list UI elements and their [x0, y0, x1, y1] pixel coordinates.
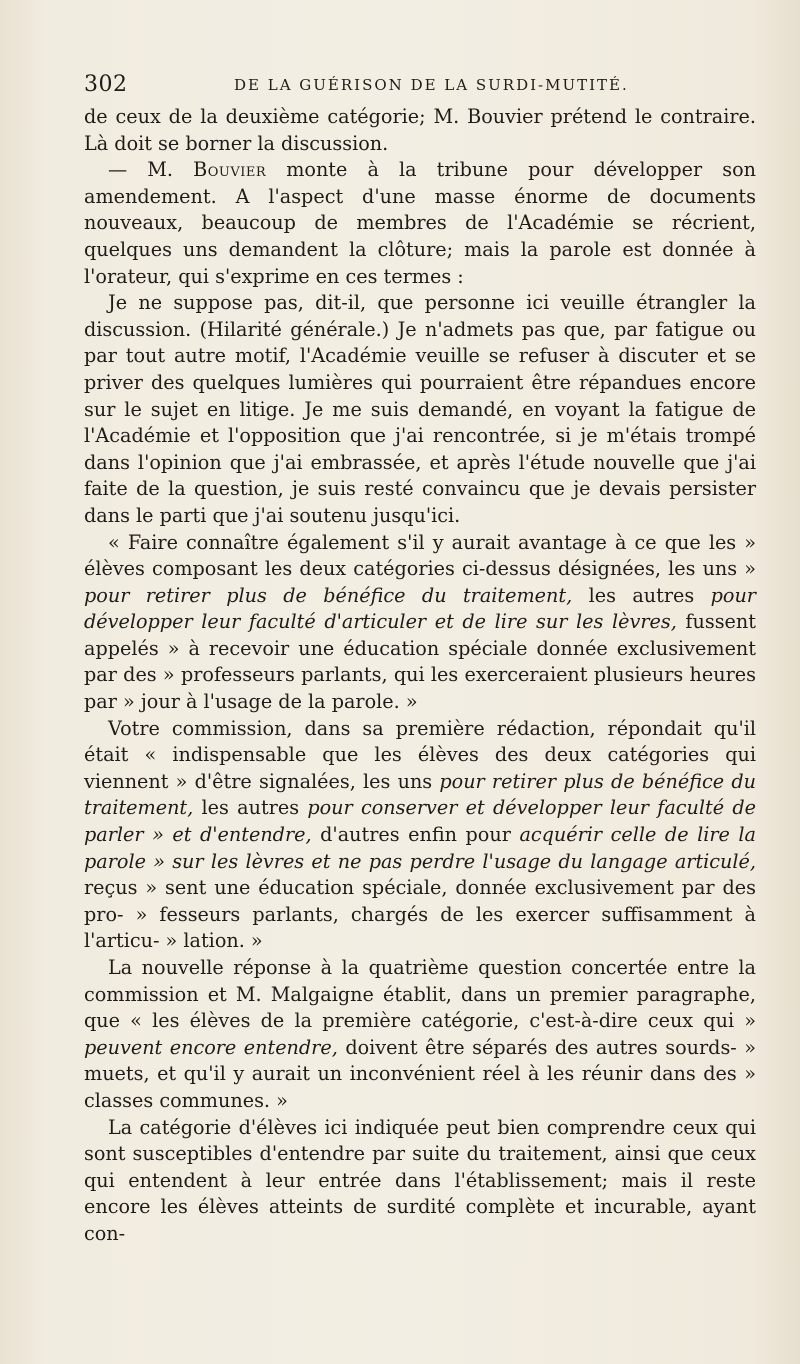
book-page [84, 62, 756, 1352]
running-head: DE LA GUÉRISON DE LA SURDI-MUTITÉ. [234, 76, 629, 94]
text-run: Je ne suppose pas, dit-il, que personne ici veuille étrangler la discussion. (Hilarité générale.) Je n'admets pas que, par fatigue ou par tout autre motif, l'Académie veuille se refuser à discuter et se priver des quelques lumières qui pourraient être répandues encore sur le sujet en litige. Je me suis demandé, en voyant la fatigue de l'Académie et l'opposition que j'ai rencontrée, si je m'étais trompé dans l'opinion que j'ai embrassée, et après l'étude nouvelle que j'ai faite de la question, je suis resté convaincu que je devais persister dans le parti que j'ai soutenu jusqu'ici. [84, 291, 756, 527]
text-run: doivent être séparés des autres sourds- » muets, et qu'il y aurait un inconvénient réel à les réunir dans des » classes communes. » [84, 1035, 757, 1112]
italic-text: pour retirer plus de bénéfice du traitement, [84, 769, 756, 820]
text-run: La nouvelle réponse à la quatrième question concertée entre la commission et M. Malgaigne établit, dans un premier paragraphe, que « les élèves de la première catégorie, c'est-à-dire ceux qui » [84, 956, 756, 1033]
text-run: La catégorie d'élèves ici indiquée peut bien comprendre ceux qui sont susceptibles d'entendre par suite du traitement, ainsi que ceux qui entendent à leur entrée dans l'établissement; mais il reste encore les élèves atteints de surdité complète et incurable, ayant con- [84, 1115, 756, 1245]
text-run: « Faire connaître également s'il y aurait avantage à ce que les » élèves composant les deux catégories ci-dessus désignées, les uns » [84, 530, 756, 581]
paragraph-p2 [84, 157, 756, 290]
text-run: — M. [108, 158, 194, 182]
italic-text: pour développer leur faculté d'articuler et de lire sur les lèvres, [84, 583, 756, 634]
paragraph-p6 [84, 955, 756, 1115]
text-run: monte à la tribune pour développer son amendement. A l'aspect d'une masse énorme de documents nouveaux, beaucoup de membres de l'Académie se récrient, quelques uns demandent la clôture; mais la parole est donnée à l'orateur, qui s'exprime en ces termes : [84, 158, 756, 288]
text-run: de ceux de la deuxième catégorie; M. Bouvier prétend le contraire. Là doit se borner la discussion. [84, 105, 756, 155]
page-number: 302 [84, 72, 128, 97]
body-text [84, 104, 756, 1248]
text-run: reçus » sent une éducation spéciale, donnée exclusivement par des pro- » fesseurs parlants, chargés de les exercer suffisamment à l'articu- » lation. » [84, 876, 756, 953]
paragraph-p7 [84, 1115, 756, 1248]
italic-text: peuvent encore entendre, [84, 1035, 338, 1059]
paragraph-p3 [84, 290, 756, 529]
text-run: fussent appelés » à recevoir une éducation spéciale donnée exclusivement par des » professeurs parlants, qui les exerceraient plusieurs heures par » jour à l'usage de la parole. » [84, 610, 756, 714]
page-header [84, 62, 756, 104]
italic-text: pour retirer plus de bénéfice du traitement, [84, 583, 573, 607]
paragraph-p4 [84, 530, 756, 716]
text-run: d'autres enfin pour [311, 823, 520, 847]
text-run: Votre commission, dans sa première rédaction, répondait qu'il était « indispensable que les élèves des deux catégories qui viennent » d'être signalées, les uns [84, 716, 756, 793]
italic-text: acquérir celle de lire la parole » sur les lèvres et ne pas perdre l'usage du langage articulé, [84, 823, 757, 873]
text-run: les autres [572, 583, 711, 607]
paragraph-p1 [84, 104, 756, 157]
paragraph-p5 [84, 716, 756, 955]
small-caps-name: Bouvier [193, 158, 267, 182]
italic-text: pour conserver et développer leur faculté de parler » et d'entendre, [84, 796, 756, 847]
text-run: les autres [193, 796, 308, 820]
